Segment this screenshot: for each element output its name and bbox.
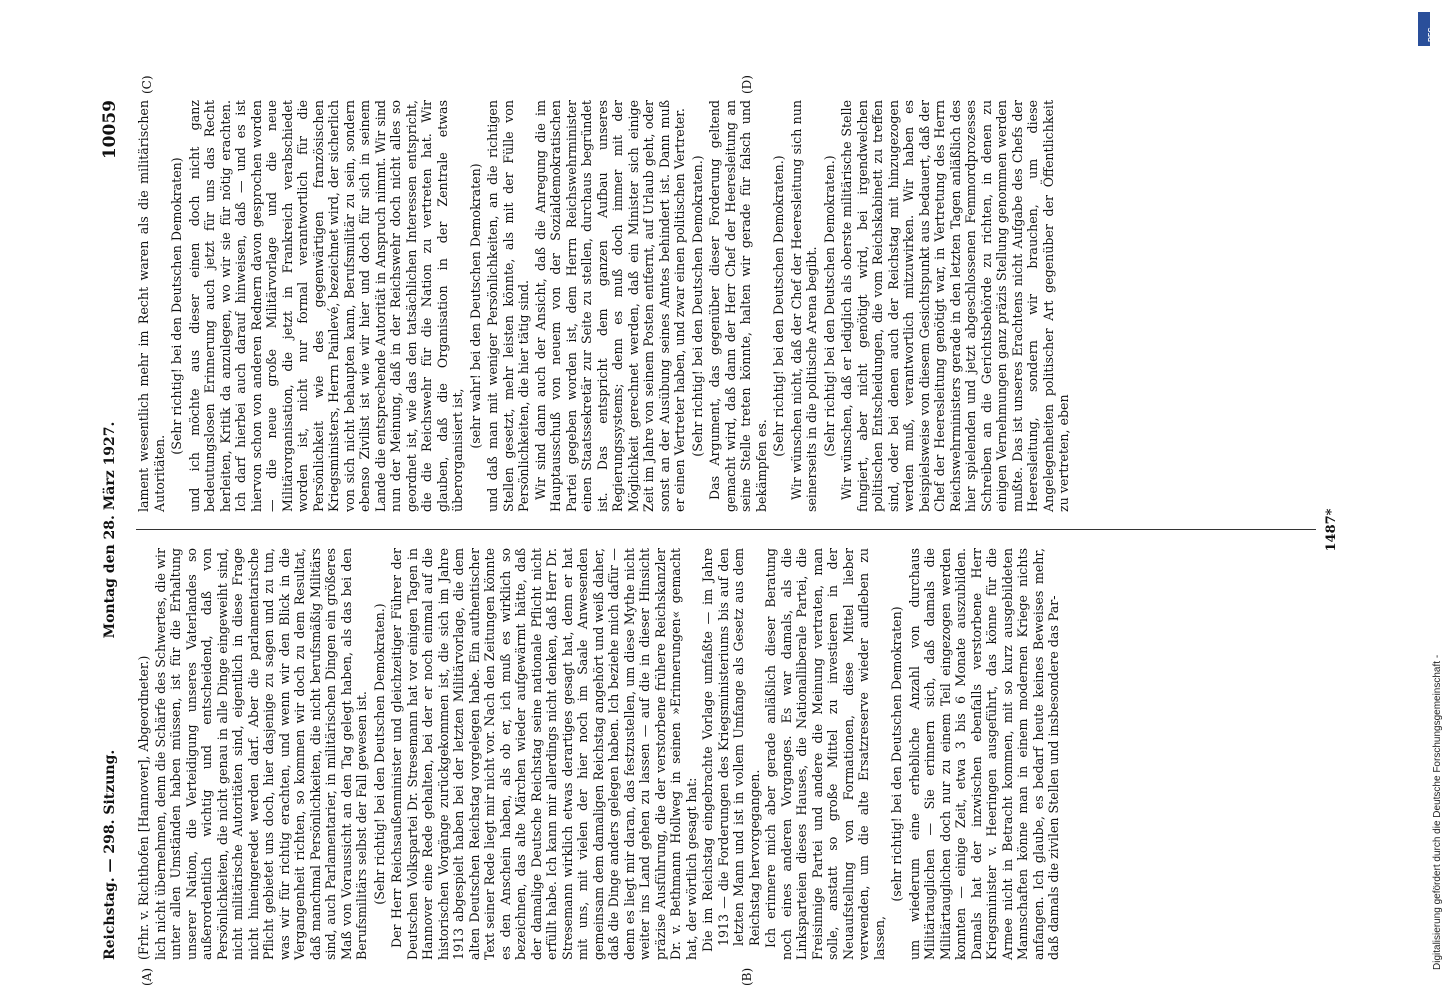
interjection: (sehr wahr! bei den Deutschen Demokraten): [467, 163, 483, 449]
right-column: [136, 100, 1316, 512]
paragraph: um wiederum eine erhebliche Anzahl von durchaus Militärtauglichen — Sie erinnern sich, daß damals die Militärtauglichen doch nur zu einem Teil eingezogen werden konnten — einige Zeit, etwa 3 bis 6 Monate auszubilden. Damals hat der inzwischen ebenfalls verstorbene Herr Kriegsminister v. Heeringen ausgeführt, das könne für die Armee nicht in Betracht kommen, mit so kurz ausgebildeten Mannschaften könne man in einem modernen Kriege nichts anfangen. Ich glaube, es bedarf heute keines Beweises mehr, daß damals die zivilen Stellen und insbesondere das Par-: [906, 548, 1061, 960]
paragraph: lich nicht übernehmen, denn die Schärfe des Schwertes, die wir unter allen Umständen haben müssen, ist für die Erhaltung unserer Nation, die Verteidigung unseres Vaterlandes so außerordentlich wichtig und entscheidend, daß von Persönlichkeiten, die nicht genau in alle Dinge eingeweiht sind, nicht militärische Autoritäten sind, eigentlich in diese Frage nicht hineingeredet werden darf. Aber die parlamentarische Pflicht gebietet uns doch, hier dasjenige zu sagen und zu tun, was wir für richtig erachten, und wenn wir den Blick in die Vergangenheit richten, so kommen wir doch zu dem Resultat, daß manchmal Persönlichkeiten, die nicht berufsmäßig Militärs sind, auch Parlamentarier, in militärischen Dingen ein größeres Maß von Voraussicht an den Tag gelegt haben, als das bei den Berufsmilitärs selbst der Fall gewesen ist.: [152, 548, 369, 960]
paragraph: Wir wünschen, daß er lediglich als oberste militärische Stelle fungiert, aber nicht genötigt wird, bei irgendwelchen politischen Entscheidungen, die vom Reichskabinett zu treffen sind, oder bei denen auch der Reichstag mit hinzugezogen werden muß, verantwortlich mitzuwirken. Wir haben es beispielsweise von diesem Gesichtspunkt aus bedauert, daß der Chef der Heeresleitung genötigt war, in Vertretung des Herrn Reichswehrministers gerade in den letzten Tagen anläßlich des hier spielenden und jetzt abgeschlossenen Femmordprozesses Schreiben an die Gerichtsbehörde zu richten, in denen zu einigen Vernehmungen ganz präzis Stellung genommen werden mußte. Das ist unseres Erachtens nicht Aufgabe des Chefs der Heeresleitung, sondern wir brauchen, um diese Angelegenheiten politischer Art gegenüber der Öffentlichkeit zu vertreten, eben: [839, 100, 1071, 512]
column-divider: [136, 529, 1316, 530]
paragraph: Das Argument, das gegenüber dieser Forderung geltend gemacht wird, daß dann der Herr Chef der Heeresleitung an seine Stelle treten könnte, halten wir gerade für falsch und bekämpfen es.: [707, 100, 769, 512]
margin-mark-b: (B): [740, 967, 754, 986]
page-signature: 1487*: [1324, 508, 1339, 552]
interjection: (sehr richtig! bei den Deutschen Demokraten): [889, 606, 904, 902]
funding-note: Digitalisierung gefördert durch die Deutsche Forschungsgemeinschaft -: [1432, 654, 1443, 970]
header-page-number: 10059: [100, 100, 120, 160]
header-left: Reichstag. — 298. Sitzung.: [102, 749, 118, 960]
dfg-sidebar: [1416, 10, 1443, 990]
margin-mark-c: (C): [140, 75, 154, 94]
paragraph: Wir sind dann auch der Ansicht, daß die Anregung die im Hauptausschuß von neuem von der Sozialdemokratischen Partei gegeben worden ist, dem Herrn Reichswehrminister einen Staatssekretär zur Seite zu stellen, durchaus begründet ist. Das entspricht dem ganzen Aufbau unseres Regierungssystems; denn es muß doch immer mit der Möglichkeit gerechnet werden, daß ein Minister sich einige Zeit im Jahre von seinem Posten entfernt, auf Urlaub geht, oder sonst an der Ausübung seines Amtes behindert ist. Dann muß er einen Vertreter haben, und zwar einen politischen Vertreter.: [532, 100, 687, 512]
header-center: Montag den 28. März 1927.: [102, 421, 118, 639]
dfg-logo-icon: [1418, 12, 1435, 46]
paragraph: und daß man mit weniger Persönlichkeiten, an die richtigen Stellen gesetzt, mehr leisten könnte, als mit der Fülle von Persönlichkeiten, die hier tätig sind.: [485, 100, 531, 512]
left-column: [136, 548, 1316, 960]
paragraph: (Frhr. v. Richthofen [Hannover], Abgeordneter.): [136, 655, 151, 960]
interjection: (Sehr richtig! bei den Deutschen Demokraten.): [771, 155, 786, 457]
rotated-page: [100, 75, 1390, 986]
margin-mark-a: (A): [140, 967, 154, 986]
quotation: Die im Reichstag eingebrachte Vorlage umfaßte — im Jahre 1913 — die Forderungen des Kriegsministeriums bis auf den letzten Mann und ist in vollem Umfange als Gesetz aus dem Reichstag hervorgegangen.: [700, 548, 762, 952]
paragraph: Ich erinnere mich aber gerade anläßlich dieser Beratung noch eines anderen Vorganges. Es war damals, als die Linksparteien dieses Hauses, die Nationalliberale Partei, die Freisinnige Partei und andere die Meinung vertraten, man solle, anstatt so große Mittel zu investieren in der Neuaufstellung von Formationen, diese Mittel lieber verwenden, um die alte Ersatzreserve wieder aufleben zu lassen,: [763, 548, 887, 960]
interjection: (Sehr richtig! bei den Deutschen Demokraten.): [689, 155, 705, 457]
paragraph: Der Herr Reichsaußenminister und gleichzeitiger Führer der Deutschen Volkspartei Dr. Stresemann hat vor einigen Tagen in Hannover eine Rede gehalten, bei der er noch einmal auf die historischen Vorgänge zurückgekommen ist, die sich im Jahre 1913 abgespielt haben bei der letzten Militärvorlage, die dem alten Deutschen Reichstag vorgelegen habe. Ein authentischer Text seiner Rede liegt mir nicht vor. Nach den Zeitungen könnte es den Anschein haben, als ob er, ich muß es wirklich so bezeichnen, das alte Märchen wieder aufgewärmt hätte, daß der damalige Deutsche Reichstag seine nationale Pflicht nicht erfüllt habe. Ich kann mir allerdings nicht denken, daß Herr Dr. Stresemann wirklich etwas derartiges gesagt hat, denn er hat mit uns, mit vielen der hier noch im Saale Anwesenden gemeinsam dem damaligen Reichstag angehört und weiß daher, daß die Dinge anders gelegen haben. Ich beziehe mich dafür — denn es liegt mir daran, das festzustellen, um diese Mythe nicht weiter ins Land gehen zu lassen — auf die in dieser Hinsicht präzise Ausführung, die der verstorbene frühere Reichskanzler Dr. v. Bethmann Hollweg in seinen »Erinnerungen« gemacht hat, der wörtlich gesagt hat:: [389, 548, 699, 960]
paragraph: lament wesentlich mehr im Recht waren als die militärischen Autoritäten.: [136, 100, 167, 512]
interjection: (Sehr richtig! bei den Deutschen Demokraten.): [371, 603, 387, 905]
page-header: [100, 100, 130, 960]
paragraph: und ich möchte aus dieser einen doch nicht ganz bedeutungslosen Erinnerung auch jetzt für uns das Recht herleiten, Kritik da anzulegen, wo wir sie für nötig erachten. Ich darf hierbei auch darauf hinweisen, daß — und es ist hiervon schon von anderen Rednern davon gesprochen worden — die neue große Militärvorlage und die neue Militärorganisation, die jetzt in Frankreich verabschiedet worden ist, nicht nur formal verantwortlich für die Persönlichkeit wie des gegenwärtigen französischen Kriegsministers, Herrn Painlevé, bezeichnet wird, der sicherlich von sich nicht behaupten kann, Berufsmilitär zu sein, sondern ebenso Zivilist ist wie wir hier und doch für sich in seinem Lande die entsprechende Autorität in Anspruch nimmt. Wir sind nun der Meinung, daß in der Reichswehr doch nicht alles so geordnet ist, wie das den tatsächlichen Interessen entspricht, die die Reichswehr für die Nation zu vertreten hat. Wir glauben, daß die Organisation in der Zentrale etwas überorganisiert ist,: [186, 100, 465, 512]
dfg-logo-text: DFG: [1428, 27, 1435, 42]
interjection: (Sehr richtig! bei den Deutschen Demokraten): [169, 157, 184, 455]
interjection: (Sehr richtig! bei den Deutschen Demokraten.): [821, 155, 837, 457]
margin-mark-d: (D): [740, 75, 754, 94]
paragraph: Wir wünschen nicht, daß der Chef der Heeresleitung sich nun seinerseits in die politische Arena begibt.: [788, 100, 819, 512]
